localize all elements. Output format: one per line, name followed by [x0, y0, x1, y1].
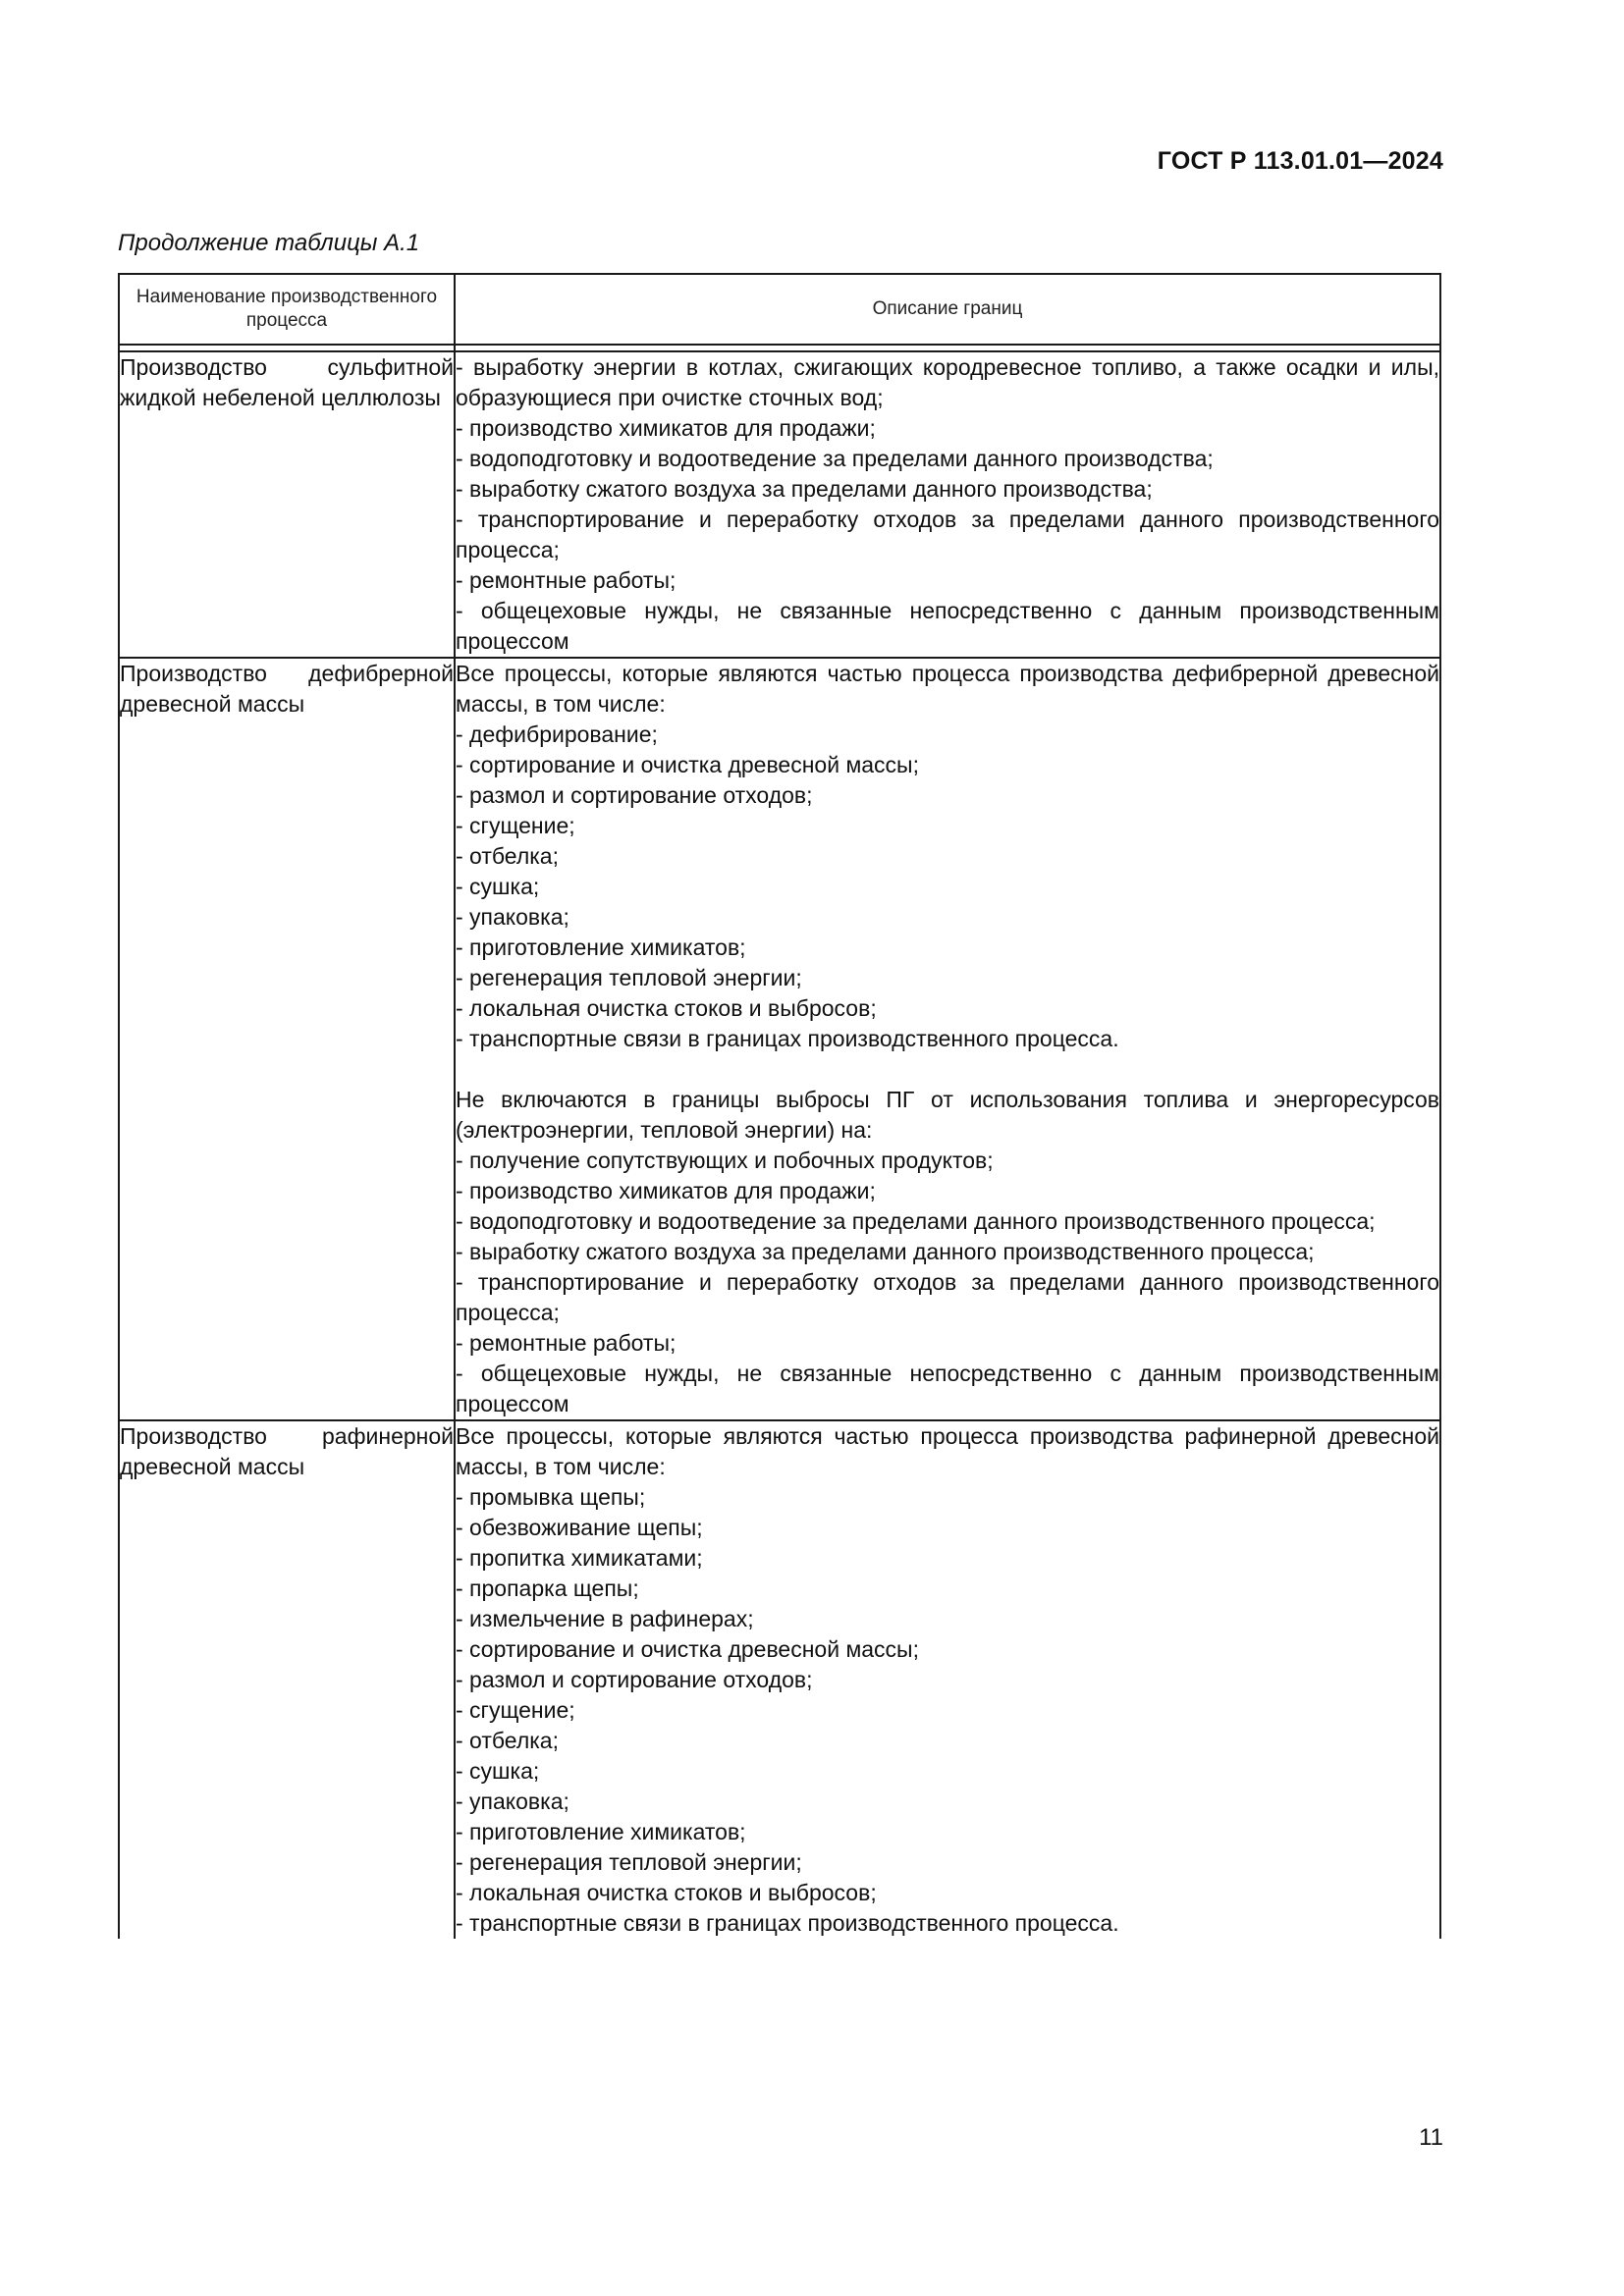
- boundaries-intro: Все процессы, которые являются частью процесса производства дефибрерной древесной массы, в том числе:: [456, 661, 1439, 717]
- list-item: - сушка;: [456, 1758, 540, 1784]
- list-item: - пропитка химикатами;: [456, 1545, 703, 1571]
- list-item: - сгущение;: [456, 1697, 575, 1723]
- list-item: - сушка;: [456, 874, 540, 899]
- list-item: - транспортные связи в границах производственного процесса.: [456, 1026, 1119, 1051]
- header-spacer: [119, 345, 1440, 351]
- list-item: - упаковка;: [456, 904, 569, 930]
- table-row: [119, 1420, 1440, 1939]
- list-item: - транспортирование и переработку отходов за пределами данного производственного процесса;: [456, 1269, 1439, 1325]
- list-item: - выработку сжатого воздуха за пределами данного производства;: [456, 476, 1153, 502]
- list-item: - общецеховые нужды, не связанные непосредственно с данным производственным процессом: [456, 598, 1439, 654]
- page-number: 11: [1419, 2124, 1443, 2151]
- list-item: - сортирование и очистка древесной массы;: [456, 1636, 919, 1662]
- list-item: - локальная очистка стоков и выбросов;: [456, 995, 877, 1021]
- process-name: Производство сульфитной жидкой небеленой целлюлозы: [120, 354, 454, 410]
- list-item: - выработку энергии в котлах, сжигающих кородревесное топливо, а также осадки и илы, образующиеся при очистке сточных вод;: [456, 354, 1439, 410]
- boundaries-list: [456, 1482, 1439, 1939]
- table-header-row: [119, 274, 1440, 345]
- list-item: - измельчение в рафинерах;: [456, 1606, 754, 1631]
- list-item: - производство химикатов для продажи;: [456, 415, 876, 441]
- table-row: [119, 351, 1440, 658]
- list-item: - сгущение;: [456, 813, 575, 838]
- exclusions-list: [456, 1146, 1439, 1419]
- list-item: - отбелка;: [456, 1728, 559, 1753]
- boundaries-list: [456, 720, 1439, 1054]
- boundaries-list: [456, 352, 1439, 657]
- boundaries-cell: [455, 351, 1440, 658]
- list-item: - общецеховые нужды, не связанные непосредственно с данным производственным процессом: [456, 1361, 1439, 1416]
- document-code: ГОСТ Р 113.01.01—2024: [1157, 147, 1443, 175]
- header-boundaries-description: [455, 274, 1440, 345]
- process-name-cell: [119, 1420, 455, 1939]
- spacer-cell: [119, 345, 455, 351]
- boundaries-cell: [455, 658, 1440, 1420]
- list-item: - производство химикатов для продажи;: [456, 1178, 876, 1203]
- table-caption: Продолжение таблицы А.1: [118, 230, 420, 256]
- process-name: Производство дефибрерной древесной массы: [120, 661, 454, 717]
- list-item: - пропарка щепы;: [456, 1575, 639, 1601]
- list-item: - транспортные связи в границах производственного процесса.: [456, 1910, 1119, 1936]
- list-item: - сортирование и очистка древесной массы;: [456, 752, 919, 777]
- table-row: [119, 658, 1440, 1420]
- list-item: - приготовление химикатов;: [456, 1819, 746, 1844]
- list-item: - ремонтные работы;: [456, 1330, 677, 1356]
- list-item: - получение сопутствующих и побочных продуктов;: [456, 1148, 994, 1173]
- list-item: - регенерация тепловой энергии;: [456, 965, 802, 990]
- list-item: - промывка щепы;: [456, 1484, 646, 1510]
- spacer-cell: [455, 345, 1440, 351]
- list-item: - приготовление химикатов;: [456, 934, 746, 960]
- list-item: - дефибрирование;: [456, 721, 658, 747]
- boundaries-table: [118, 273, 1441, 1939]
- header-boundaries-text: Описание границ: [872, 298, 1023, 319]
- boundaries-intro: Все процессы, которые являются частью процесса производства рафинерной древесной массы, в том числе:: [456, 1423, 1439, 1479]
- process-name-cell: [119, 658, 455, 1420]
- process-name-cell: [119, 351, 455, 658]
- header-process-name: [119, 274, 455, 345]
- list-item: - отбелка;: [456, 843, 559, 869]
- list-item: - выработку сжатого воздуха за пределами данного производственного процесса;: [456, 1239, 1315, 1264]
- exclusions-intro: Не включаются в границы выбросы ПГ от использования топлива и энергоресурсов (электроэнергии, тепловой энергии) на:: [456, 1087, 1439, 1143]
- list-item: - обезвоживание щепы;: [456, 1515, 703, 1540]
- paragraph-gap: [456, 1054, 1439, 1085]
- list-item: - ремонтные работы;: [456, 567, 677, 593]
- boundaries-cell: [455, 1420, 1440, 1939]
- header-process-name-text: Наименование производственного процесса: [135, 287, 438, 331]
- list-item: - водоподготовку и водоотведение за пределами данного производственного процесса;: [456, 1208, 1376, 1234]
- list-item: - локальная очистка стоков и выбросов;: [456, 1880, 877, 1905]
- list-item: - регенерация тепловой энергии;: [456, 1849, 802, 1875]
- list-item: - размол и сортирование отходов;: [456, 1667, 813, 1692]
- list-item: - транспортирование и переработку отходов за пределами данного производственного процесса;: [456, 507, 1439, 562]
- list-item: - водоподготовку и водоотведение за пределами данного производства;: [456, 446, 1214, 471]
- list-item: - размол и сортирование отходов;: [456, 782, 813, 808]
- process-name: Производство рафинерной древесной массы: [120, 1423, 454, 1479]
- list-item: - упаковка;: [456, 1789, 569, 1814]
